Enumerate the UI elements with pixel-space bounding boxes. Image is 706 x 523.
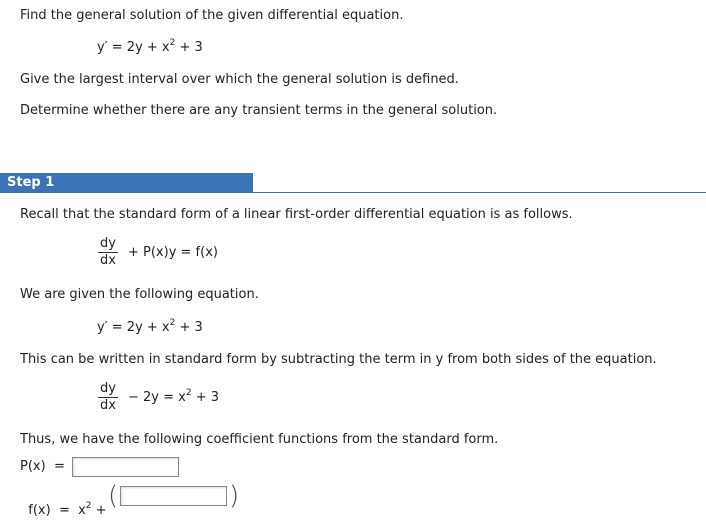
question-line-2: Give the largest interval over which the general solution is defined. — [20, 72, 459, 87]
given-equation — [97, 320, 203, 335]
left-paren: ( — [108, 481, 119, 511]
question-line-1: Find the general solution of the given differential equation. — [20, 8, 404, 23]
right-paren: ) — [229, 481, 240, 511]
step-divider — [0, 192, 706, 193]
std2-part-a: − 2y = x — [128, 390, 186, 405]
f-label-b: + — [91, 503, 107, 518]
fraction-dy-dx-2 — [98, 381, 118, 414]
thus-text: Thus, we have the following coefficient functions from the standard form. — [20, 432, 499, 447]
step-1-header — [0, 173, 253, 193]
question-line-3: Determine whether there are any transient terms in the general solution. — [20, 103, 498, 118]
std2-exponent: 2 — [185, 388, 192, 398]
equation-rhs: + 3 — [175, 40, 203, 55]
p-answer-input[interactable] — [72, 457, 179, 477]
equation-lhs: y′ = 2y + x — [97, 40, 170, 55]
standard-form-rest: + P(x)y = f(x) — [128, 245, 218, 260]
given-lhs: y′ = 2y + x — [97, 320, 170, 335]
standard-form-equation — [128, 390, 219, 405]
std2-part-b: + 3 — [191, 390, 220, 405]
given-exponent: 2 — [169, 318, 176, 328]
step-1-label: Step 1 — [7, 175, 55, 190]
written-text: This can be written in standard form by subtracting the term in y from both sides of the equation. — [20, 352, 657, 367]
recall-text: Recall that the standard form of a linear first-order differential equation is as follows. — [20, 207, 573, 222]
equation-exponent: 2 — [169, 38, 176, 48]
fraction-numerator: dy — [100, 236, 116, 251]
f-label-a: f(x) = x — [28, 503, 86, 518]
question-equation — [97, 40, 203, 55]
f-exponent: 2 — [85, 501, 92, 511]
f-row — [20, 488, 107, 518]
given-text: We are given the following equation. — [20, 287, 259, 302]
fraction-numerator-2: dy — [100, 381, 116, 396]
fraction-dy-dx — [98, 236, 118, 269]
fraction-denominator-2: dx — [100, 398, 116, 413]
given-rhs: + 3 — [175, 320, 203, 335]
fraction-denominator: dx — [100, 253, 116, 268]
f-answer-input[interactable] — [120, 486, 227, 506]
p-label: P(x) = — [20, 459, 65, 474]
